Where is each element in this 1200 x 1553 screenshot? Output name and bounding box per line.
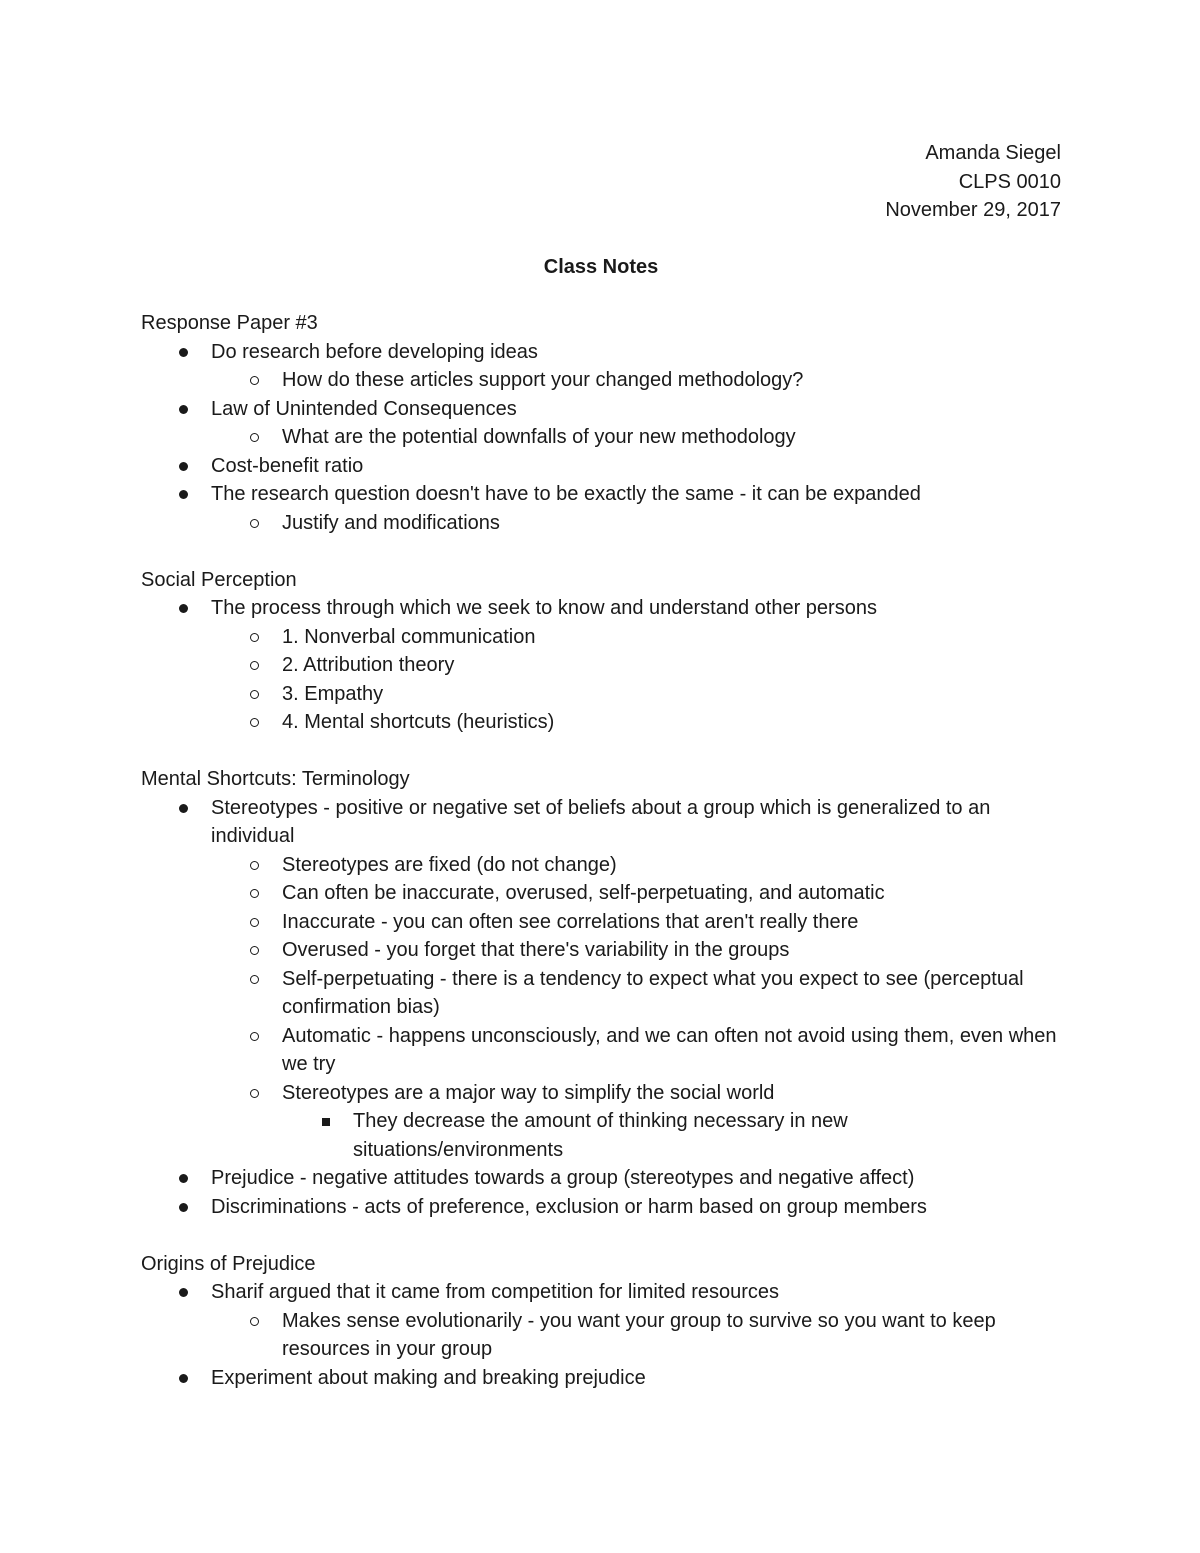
list-item xyxy=(141,423,1061,452)
hollow-circle-bullet-icon xyxy=(250,918,259,927)
section-social-perception xyxy=(141,566,1061,737)
bullet-list xyxy=(141,338,1061,538)
filled-circle-bullet-icon xyxy=(179,490,188,499)
list-item-text: Inaccurate - you can often see correlations that aren't really there xyxy=(282,910,859,933)
list-item-text: Justify and modifications xyxy=(282,511,500,534)
square-bullet-icon xyxy=(322,1118,330,1126)
list-item-text: Law of Unintended Consequences xyxy=(211,397,517,420)
list-item-text: Self-perpetuating - there is a tendency to expect what you expect to see (perceptual confirmation bias) xyxy=(282,967,1024,1018)
list-item xyxy=(141,366,1061,395)
filled-circle-bullet-icon xyxy=(179,1288,188,1297)
filled-circle-bullet-icon xyxy=(179,462,188,471)
section-heading: Social Perception xyxy=(141,568,297,591)
author-name: Amanda Siegel xyxy=(925,142,1061,164)
document-page xyxy=(141,139,1061,1421)
filled-circle-bullet-icon xyxy=(179,604,188,613)
hollow-circle-bullet-icon xyxy=(250,633,259,642)
filled-circle-bullet-icon xyxy=(179,405,188,414)
list-item xyxy=(141,651,1061,680)
hollow-circle-bullet-icon xyxy=(250,1032,259,1041)
list-item xyxy=(141,1364,1061,1393)
list-item-text: Prejudice - negative attitudes towards a group (stereotypes and negative affect) xyxy=(211,1167,915,1189)
section-response-paper-3 xyxy=(141,309,1061,537)
list-item xyxy=(141,794,1061,851)
bullet-list xyxy=(141,794,1061,1222)
list-item xyxy=(141,1278,1061,1307)
document-title: Class Notes xyxy=(543,255,659,278)
filled-circle-bullet-icon xyxy=(179,804,188,813)
section-mental-shortcuts-terminology xyxy=(141,765,1061,1221)
list-item-text: Stereotypes are a major way to simplify the social world xyxy=(282,1081,775,1104)
section-heading: Mental Shortcuts: Terminology xyxy=(141,768,410,790)
list-item-text: Makes sense evolutionarily - you want your group to survive so you want to keep resources in your group xyxy=(282,1309,996,1360)
list-item xyxy=(141,338,1061,367)
hollow-circle-bullet-icon xyxy=(250,1089,259,1098)
list-item xyxy=(141,936,1061,965)
list-item-text: The research question doesn't have to be exactly the same - it can be expanded xyxy=(211,483,921,505)
list-item xyxy=(141,452,1061,481)
list-item-text: Stereotypes are fixed (do not change) xyxy=(282,853,617,876)
hollow-circle-bullet-icon xyxy=(250,1317,259,1326)
section-origins-of-prejudice xyxy=(141,1250,1061,1393)
notes-body xyxy=(141,309,1061,1392)
hollow-circle-bullet-icon xyxy=(250,889,259,898)
list-item-text: 3. Empathy xyxy=(282,682,384,705)
filled-circle-bullet-icon xyxy=(179,348,188,357)
bullet-list xyxy=(141,1278,1061,1392)
list-item xyxy=(141,1307,1061,1364)
course-code: CLPS 0010 xyxy=(958,170,1061,193)
hollow-circle-bullet-icon xyxy=(250,690,259,699)
list-item-text: Discriminations - acts of preference, exclusion or harm based on group members xyxy=(211,1195,927,1218)
hollow-circle-bullet-icon xyxy=(250,718,259,727)
list-item xyxy=(141,1022,1061,1079)
list-item-text: The process through which we seek to know and understand other persons xyxy=(211,597,877,619)
list-item-text: Can often be inaccurate, overused, self-perpetuating, and automatic xyxy=(282,882,885,904)
list-item-text: Cost-benefit ratio xyxy=(211,454,364,477)
list-item-text: What are the potential downfalls of your new methodology xyxy=(282,426,796,448)
bullet-list xyxy=(141,594,1061,737)
list-item xyxy=(141,965,1061,1022)
list-item xyxy=(141,594,1061,623)
list-item-text: 2. Attribution theory xyxy=(282,654,455,676)
list-item-text: Experiment about making and breaking prejudice xyxy=(211,1366,646,1389)
list-item-text: Automatic - happens unconsciously, and we can often not avoid using them, even when we try xyxy=(282,1024,1057,1075)
list-item xyxy=(141,680,1061,709)
list-item xyxy=(141,879,1061,908)
list-item xyxy=(141,509,1061,538)
hollow-circle-bullet-icon xyxy=(250,376,259,385)
list-item xyxy=(141,395,1061,424)
list-item xyxy=(141,708,1061,737)
list-item xyxy=(141,623,1061,652)
document-date: November 29, 2017 xyxy=(885,199,1061,221)
list-item xyxy=(141,1193,1061,1222)
filled-circle-bullet-icon xyxy=(179,1174,188,1183)
list-item xyxy=(141,908,1061,937)
list-item-text: Sharif argued that it came from competition for limited resources xyxy=(211,1281,780,1303)
hollow-circle-bullet-icon xyxy=(250,975,259,984)
hollow-circle-bullet-icon xyxy=(250,519,259,528)
list-item-text: Stereotypes - positive or negative set of beliefs about a group which is generalized to an individual xyxy=(211,796,991,847)
list-item-text: 1. Nonverbal communication xyxy=(282,625,536,648)
list-item-text: They decrease the amount of thinking necessary in new situations/environments xyxy=(353,1110,848,1161)
hollow-circle-bullet-icon xyxy=(250,433,259,442)
list-item-text: Do research before developing ideas xyxy=(211,340,538,363)
list-item xyxy=(141,480,1061,509)
list-item-text: 4. Mental shortcuts (heuristics) xyxy=(282,711,555,733)
hollow-circle-bullet-icon xyxy=(250,946,259,955)
list-item xyxy=(141,1107,1061,1164)
filled-circle-bullet-icon xyxy=(179,1374,188,1383)
filled-circle-bullet-icon xyxy=(179,1203,188,1212)
list-item xyxy=(141,851,1061,880)
list-item xyxy=(141,1164,1061,1193)
section-heading: Origins of Prejudice xyxy=(141,1252,316,1275)
hollow-circle-bullet-icon xyxy=(250,861,259,870)
hollow-circle-bullet-icon xyxy=(250,661,259,670)
section-heading: Response Paper #3 xyxy=(141,312,318,334)
document-header xyxy=(141,139,1061,225)
list-item-text: How do these articles support your changed methodology? xyxy=(282,369,804,391)
list-item xyxy=(141,1079,1061,1108)
list-item-text: Overused - you forget that there's variability in the groups xyxy=(282,939,790,961)
